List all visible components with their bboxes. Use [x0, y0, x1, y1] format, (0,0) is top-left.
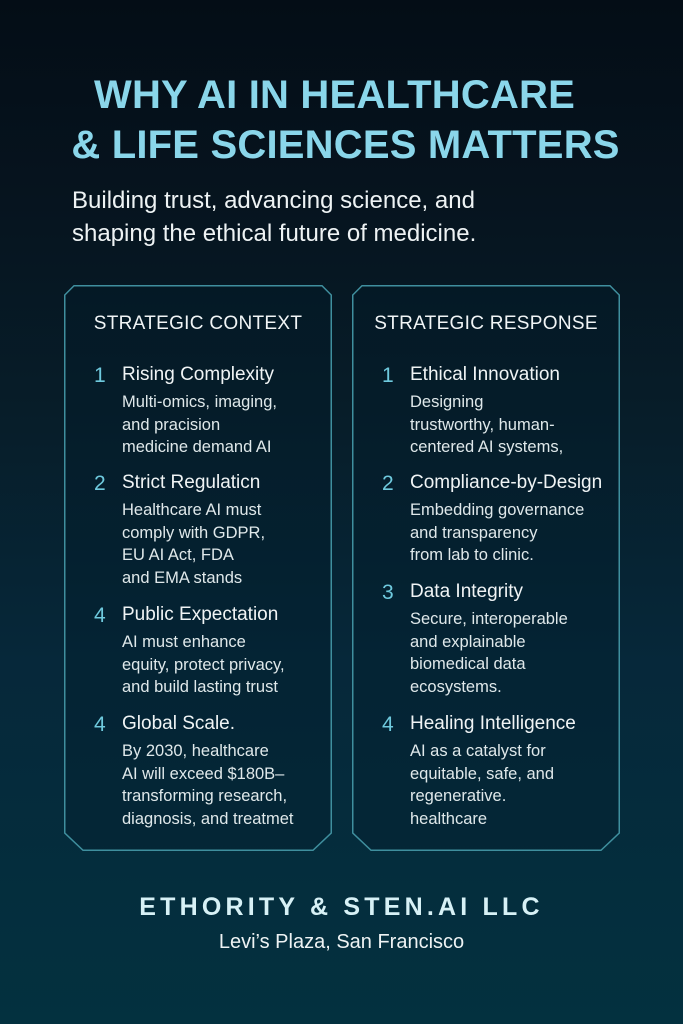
- item-number: 1: [382, 364, 394, 387]
- item-number: 4: [382, 713, 394, 736]
- item-heading: Healing Intelligence: [410, 713, 576, 734]
- subtitle: [72, 184, 632, 250]
- item-number: 4: [94, 713, 106, 736]
- item-number: 2: [94, 472, 106, 495]
- item-number: 1: [94, 364, 106, 387]
- item-number: 3: [382, 581, 394, 604]
- title-line-2: & LIFE SCIENCES MATTERS: [71, 123, 620, 167]
- item-description: By 2030, healthcare AI will exceed $180B– transforming research, diagnosis, and treatmet: [122, 742, 294, 828]
- organization-location: Levi’s Plaza, San Francisco: [218, 931, 465, 953]
- item-heading: Compliance-by-Design: [410, 472, 603, 493]
- item-number: 2: [382, 472, 394, 495]
- item-description: AI as a catalyst for equitable, safe, and regenerative. healthcare: [410, 742, 555, 828]
- item-heading: Ethical Innovation: [410, 364, 560, 385]
- item-description: Multi-omics, imaging, and pracision medicine demand AI: [122, 393, 277, 456]
- item-heading: Strict Regulaticn: [122, 472, 261, 493]
- item-number: 4: [94, 604, 106, 627]
- item-description: Designing trustworthy, human- centered AI systems,: [410, 393, 564, 456]
- organization-name: ETHORITY & STEN.AI LLC: [139, 893, 544, 921]
- item-description: AI must enhance equity, protect privacy, and build lasting trust: [122, 633, 285, 696]
- title-line-1: WHY AI IN HEALTHCARE: [93, 73, 576, 117]
- page-title: [0, 70, 683, 170]
- strategic-response-card: [352, 285, 620, 851]
- item-heading: Public Expectation: [122, 604, 279, 625]
- subtitle-line-2: shaping the ethical future of medicine.: [72, 220, 477, 247]
- item-description: Embedding governance and transparency from lab to clinic.: [410, 501, 585, 564]
- item-heading: Global Scale.: [122, 713, 236, 734]
- item-description: Secure, interoperable and explainable biomedical data ecosystems.: [410, 610, 568, 696]
- subtitle-line-1: Building trust, advancing science, and: [72, 187, 475, 214]
- card-title: STRATEGIC CONTEXT: [93, 313, 303, 334]
- card-title: STRATEGIC RESPONSE: [374, 313, 598, 334]
- strategic-context-card: [64, 285, 332, 851]
- item-description: Healthcare AI must comply with GDPR, EU AI Act, FDA and EMA stands: [122, 501, 266, 587]
- item-heading: Data Integrity: [410, 581, 523, 602]
- item-heading: Rising Complexity: [122, 364, 275, 385]
